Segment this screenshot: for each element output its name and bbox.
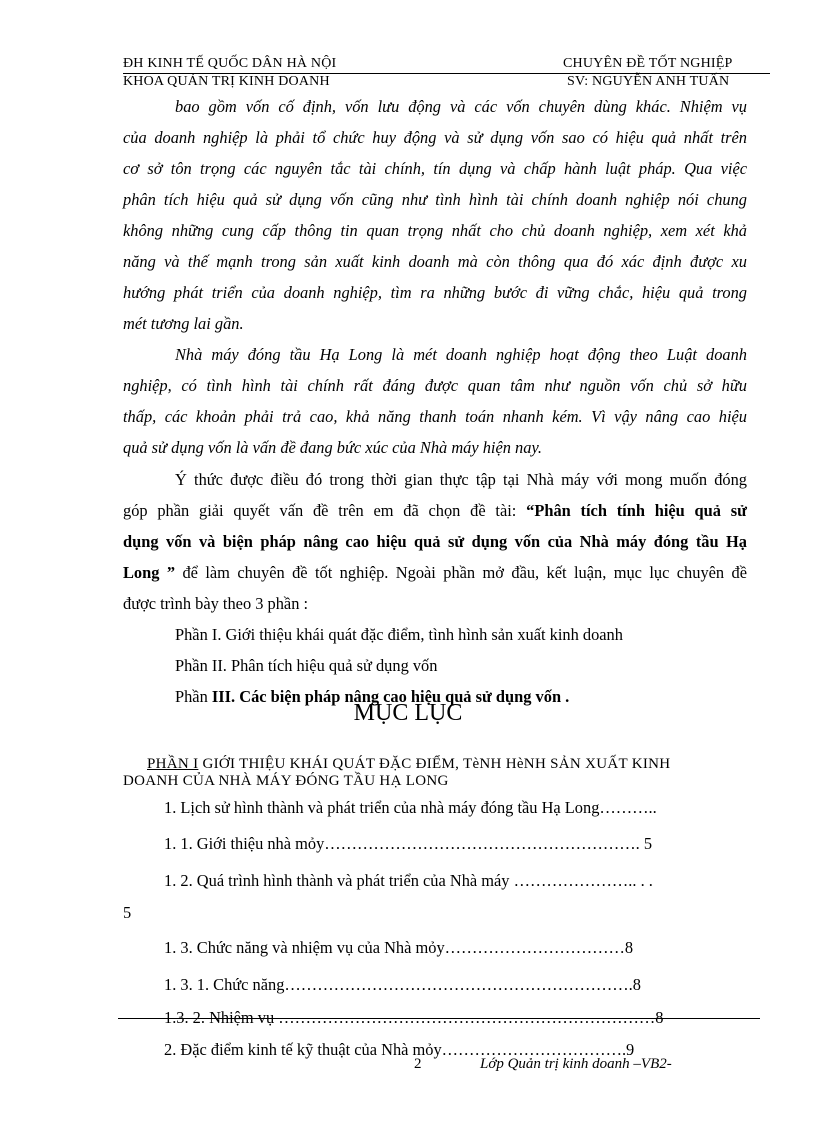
paragraph2-line: Nhà máy đóng tầu Hạ Long là mét doanh nghiệp hoạt động theo Luật doanh <box>175 345 747 364</box>
header-doc-type: CHUYÊN ĐỀ TỐT NGHIỆP <box>563 56 733 71</box>
footer-class-label: Lớp Quản trị kinh doanh –VB2- <box>480 1056 672 1072</box>
thesis-topic: Long ” <box>123 563 176 582</box>
toc-heading-text: GIỚI THIỆU KHÁI QUÁT ĐẶC ĐIỂM, TèNH HèNH SẢN XUẤT KINH <box>202 756 671 772</box>
paragraph2-line: nghiệp, có tình hình tài chính rất đáng được quan tâm như nguồn vốn chủ sở hữu <box>123 376 747 395</box>
part-item: Phần I. Giới thiệu khái quát đặc điểm, tình hình sản xuất kinh doanh <box>175 625 623 644</box>
toc-entry[interactable]: 1. 3. Chức năng và nhiệm vụ của Nhà mỏy……………………………8 <box>164 938 634 957</box>
toc-heading-part: PHẦN I <box>147 756 199 772</box>
toc-entry[interactable]: 1. 3. 1. Chức năng……………………………………………………….8 <box>164 975 641 994</box>
paragraph3-line <box>123 563 747 583</box>
header-school: ĐH KINH TẾ QUỐC DÂN HÀ NỘI <box>123 56 337 71</box>
toc-entry[interactable]: 1. Lịch sử hình thành và phát triển của nhà máy đóng tầu Hạ Long……….. <box>164 798 657 817</box>
toc-entry[interactable]: 2. Đặc điểm kinh tế kỹ thuật của Nhà mỏy…………………………….9 <box>164 1040 635 1059</box>
paragraph2-line: thấp, các khoản phải trả cao, khả năng thanh toán nhanh kém. Vì vậy nâng cao hiệu <box>123 407 747 426</box>
paragraph1-line: không những cung cấp thông tin quan trọng nhất cho chủ doanh nghiệp, xem xét khả <box>123 221 747 240</box>
paragraph3-line: Ý thức được điều đó trong thời gian thực tập tại Nhà máy với mong muốn đóng <box>175 470 747 489</box>
thesis-topic: dụng vốn và biện pháp nâng cao hiệu quả sử dụng vốn của Nhà máy đóng tầu Hạ <box>123 532 747 551</box>
paragraph1-line: mét tương lai gần. <box>123 314 244 333</box>
paragraph1-line: của doanh nghiệp là phải tổ chức huy động và sử dụng vốn sao có hiệu quả nhất trên <box>123 128 747 147</box>
toc-entry[interactable]: 1. 1. Giới thiệu nhà mỏy…………………………………………………. 5 <box>164 834 653 853</box>
paragraph3-line: được trình bày theo 3 phần : <box>123 594 309 613</box>
paragraph2-line: quả sử dụng vốn là vấn đề đang bức xúc của Nhà máy hiện nay. <box>123 438 542 457</box>
toc-heading <box>147 756 670 773</box>
thesis-topic: “Phân tích tính hiệu quả sử <box>526 501 747 520</box>
footer-divider <box>118 1018 760 1019</box>
toc-entry[interactable]: 1.3. 2. Nhiệm vụ ……………………………………………………………8 <box>164 1008 664 1027</box>
paragraph1-line: năng và thế mạnh trong sản xuất kinh doanh mà còn thông qua đó xác định được xu <box>123 252 747 271</box>
paragraph1-line: hướng phát triển của doanh nghiệp, tìm ra những bước đi vững chắc, hiệu quả trong <box>123 283 747 302</box>
header-faculty: KHOA QUẢN TRỊ KINH DOANH <box>123 74 330 89</box>
paragraph3-text: góp phần giải quyết vấn đề trên em đã chọn đề tài: <box>123 501 517 520</box>
paragraph1-line: bao gồm vốn cố định, vốn lưu động và các vốn chuyên dùng khác. Nhiệm vụ <box>175 97 747 116</box>
toc-title: MỤC LỤC <box>353 700 463 726</box>
paragraph3-line <box>123 501 747 521</box>
paragraph1-line: phân tích hiệu quả sử dụng vốn cũng như tình hình tài chính doanh nghiệp nói chung <box>123 190 747 209</box>
paragraph3-text: để làm chuyên đề tốt nghiệp. Ngoài phần mở đầu, kết luận, mục lục chuyên đề <box>182 563 747 582</box>
part-item: Phần II. Phân tích hiệu quả sử dụng vốn <box>175 656 438 675</box>
toc-entry[interactable]: 1. 2. Quá trình hình thành và phát triển của Nhà máy ………………….. . . <box>164 871 653 890</box>
toc-entry-page: 5 <box>123 903 132 922</box>
part-title: III. Các biện pháp nâng cao hiệu quả sử dụng vốn . <box>211 687 570 706</box>
page-number: 2 <box>414 1056 422 1072</box>
toc-heading: DOANH CỦA NHÀ MÁY ĐÓNG TẦU HẠ LONG <box>123 773 449 789</box>
header-student: SV: NGUYỄN ANH TUẤN <box>567 74 730 89</box>
part-prefix: Phần <box>175 687 208 706</box>
paragraph1-line: cơ sở tôn trọng các nguyên tắc tài chính, tín dụng và chấp hành luật pháp. Qua việc <box>123 159 747 178</box>
